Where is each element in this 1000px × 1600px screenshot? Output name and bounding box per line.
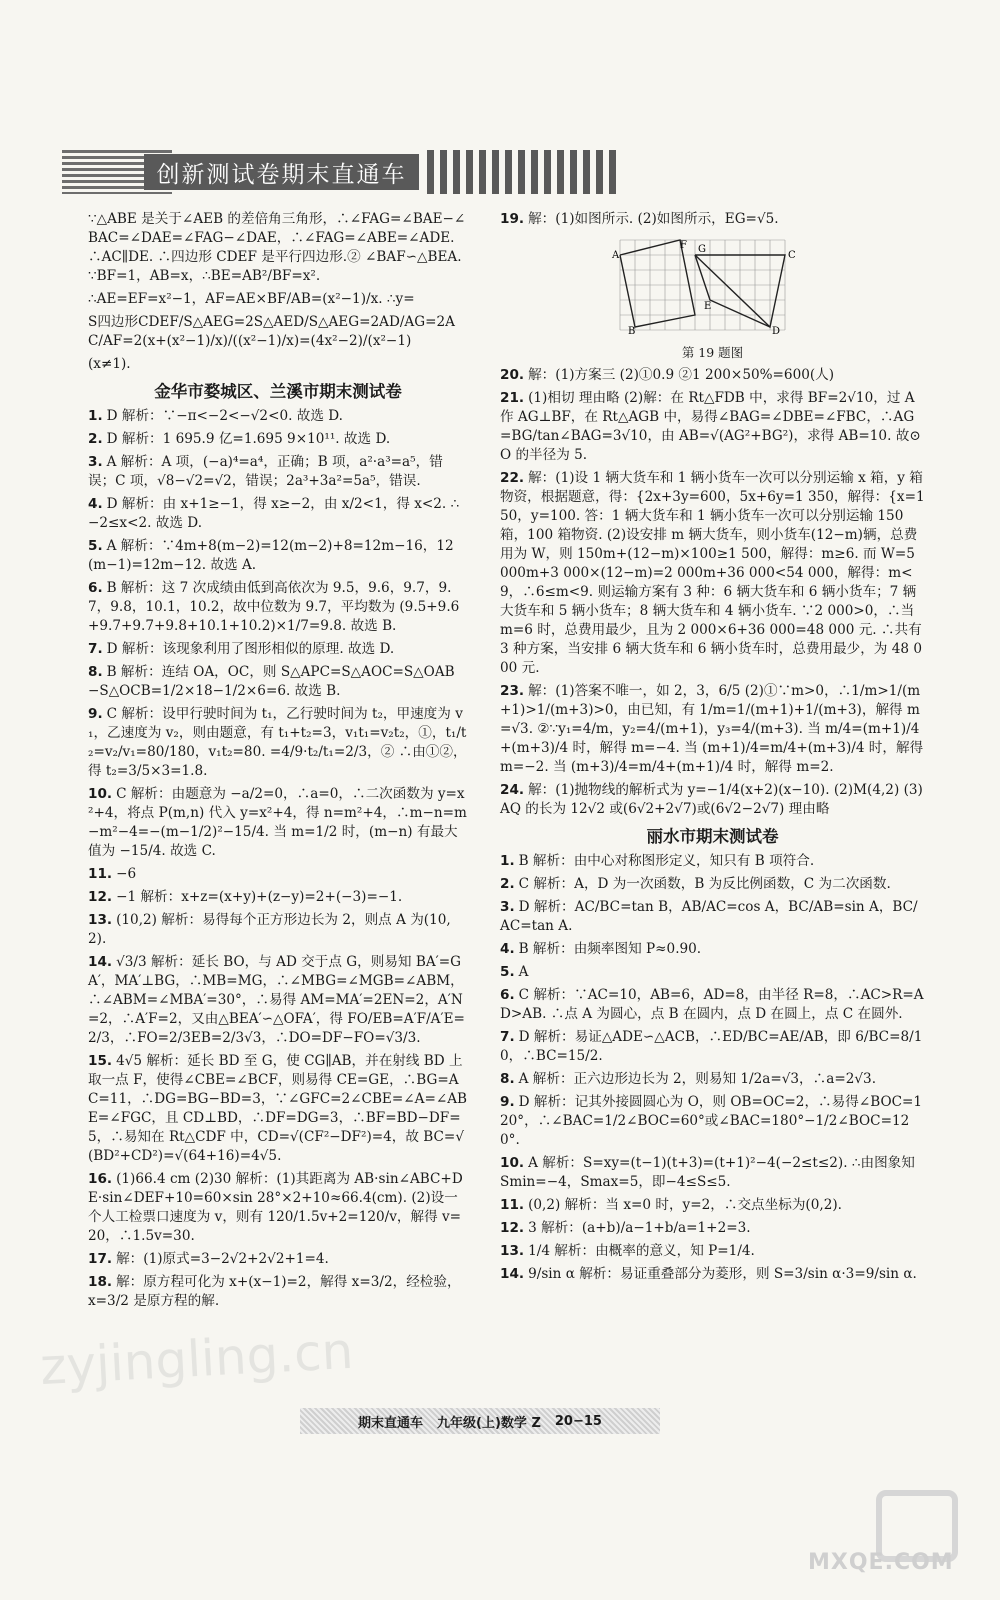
- answer-text: D 解析：易证△ADE∽△ACB，∴ED/BC=AE/AB，即 6/BC=8/10，∴BC=15/2.: [500, 1029, 923, 1064]
- answer-text: C 解析：由题意为 −a/2=0，∴a=0，∴二次函数为 y=x²+4，将点 P(m,n) 代入 y=x²+4，得 n=m²+4，∴m−n=m−m²−4=−(m−1/2)²−15/4. 当 m=1/2 时，(m−n) 有最大值为 −15/4. 故选 C.: [88, 786, 467, 859]
- right-answer-list-top: [500, 210, 925, 229]
- answer-text: 3 解析：(a+b)/a−1+b/a=1+2=3.: [528, 1220, 751, 1236]
- answer-number: 2.: [88, 431, 103, 447]
- intro-line: (x≠1).: [88, 356, 131, 372]
- answer-text: 1/4 解析：由概率的意义，知 P=1/4.: [528, 1243, 755, 1259]
- answer-text: (10,2) 解析：易得每个正方形边长为 2，则点 A 为(10,2).: [88, 912, 451, 947]
- banner-bars: [427, 150, 616, 194]
- header-banner: [62, 150, 512, 194]
- watermark-logo: [808, 1490, 978, 1580]
- answer-item: [88, 537, 468, 575]
- answer-item: [500, 940, 925, 959]
- answer-number: 1.: [88, 408, 103, 424]
- answer-item: [88, 407, 468, 426]
- watermark-logo-text: MXQE.COM: [808, 1550, 954, 1575]
- answer-number: 24.: [500, 782, 525, 798]
- right-answer-list-bottom: [500, 852, 925, 1284]
- answer-number: 10.: [88, 786, 113, 802]
- answer-item: [500, 1093, 925, 1150]
- answer-number: 10.: [500, 1155, 525, 1171]
- answer-text: −6: [116, 866, 137, 882]
- answer-number: 8.: [88, 664, 103, 680]
- answer-number: 21.: [500, 390, 525, 406]
- answer-number: 16.: [88, 1171, 113, 1187]
- answer-item: [88, 430, 468, 449]
- answer-item: [500, 1242, 925, 1261]
- answer-number: 4.: [88, 496, 103, 512]
- answer-item: [500, 682, 925, 777]
- answer-item: [88, 579, 468, 636]
- watermark-text: zyjingling.cn: [38, 1321, 355, 1397]
- fig-label-f: F: [680, 240, 687, 251]
- fig-label-b: B: [628, 326, 636, 335]
- answer-item: [88, 911, 468, 949]
- intro-line: ∴AE=EF=x²−1，AF=AE×BF/AB=(x²−1)/x. ∴y=: [88, 291, 415, 307]
- answer-item: [500, 875, 925, 894]
- answer-number: 23.: [500, 683, 525, 699]
- answer-number: 9.: [500, 1094, 515, 1110]
- page-title: 创新测试卷期末直通车: [144, 154, 419, 190]
- answer-item: [500, 366, 925, 385]
- answer-number: 9.: [88, 706, 103, 722]
- fig-label-e: E: [704, 301, 712, 312]
- answer-number: 12.: [500, 1220, 525, 1236]
- answer-item: [500, 986, 925, 1024]
- page-number: 20−15: [554, 1413, 602, 1429]
- answer-item: [500, 469, 925, 678]
- left-answer-list: [88, 407, 468, 1311]
- answer-text: C 解析：设甲行驶时间为 t₁，乙行驶时间为 t₂，甲速度为 v₁，乙速度为 v₂，则由题意，有 t₁+t₂=3，v₁t₁=v₂t₂，①，t₁/t₂=v₂/v₁=80/180，v₁t₂=80. =4/9·t₂/t₁=2/3，② ∴由①②，得 t₂=3/5×3=1.8.: [88, 706, 467, 779]
- answer-item: [500, 1265, 925, 1284]
- answer-number: 8.: [500, 1071, 515, 1087]
- answer-number: 13.: [500, 1243, 525, 1259]
- right-column: [500, 210, 925, 1288]
- answer-number: 20.: [500, 367, 525, 383]
- answer-number: 7.: [500, 1029, 515, 1045]
- answer-text: 9/sin α 解析：易证重叠部分为菱形，则 S=3/sin α·3=9/sin α.: [528, 1266, 917, 1282]
- answer-number: 6.: [88, 580, 103, 596]
- answer-number: 14.: [88, 954, 113, 970]
- answer-item: [88, 663, 468, 701]
- answer-text: C 解析：∵AC=10，AB=6，AD=8，由半径 R=8，∴AC>R=AD>AB. ∴点 A 为圆心，点 B 在圆内，点 D 在圆上，点 C 在圆外.: [500, 987, 924, 1022]
- answer-text: D 解析：由 x+1≥−1，得 x≥−2，由 x/2<1，得 x<2. ∴−2≤x<2. 故选 D.: [88, 496, 460, 531]
- section-title-jinhua: 金华市婺城区、兰溪市期末测试卷: [154, 382, 402, 401]
- answer-item: [88, 1250, 468, 1269]
- footer-series: 期末直通车: [358, 1415, 424, 1431]
- answer-number: 1.: [500, 853, 515, 869]
- answer-item: [88, 1170, 468, 1246]
- answer-text: D 解析：该现象利用了图形相似的原理. 故选 D.: [106, 641, 395, 657]
- fig-label-g: G: [698, 244, 706, 255]
- answer-text: 解：原方程可化为 x+(x−1)=2，解得 x=3/2，经检验，x=3/2 是原方程的解.: [88, 1274, 461, 1309]
- answer-item: [88, 705, 468, 781]
- answer-number: 3.: [88, 454, 103, 470]
- page-footer: [300, 1408, 660, 1434]
- answer-text: A 解析：∵4m+8(m−2)=12(m−2)+8=12m−16，12(m−1)=12m−12. 故选 A.: [88, 538, 454, 573]
- answer-text: 4√5 解析：延长 BD 至 G，使 CG∥AB，并在射线 BD 上取一点 F，使得∠CBE=∠BCF，则易得 CE=GE，∴BG=AC=11，∴DG=BG−BD=3，∵∠GFC=2∠CBE=∠A=∠ABE=∠FGC，且 CD⊥BD，∴DF=DG=3，∴BF=BD−DF=5，∴易知在 Rt△CDF 中，CD=√(CF²−DF²)=4，故 BC=√(BD²+CD²)=√(64+16)=4√5.: [88, 1053, 468, 1164]
- answer-item: [88, 865, 468, 884]
- answer-item: [500, 1028, 925, 1066]
- answer-number: 6.: [500, 987, 515, 1003]
- grid-figure: [610, 235, 800, 335]
- figure-caption: 第 19 题图: [681, 345, 744, 360]
- right-answer-list-mid: [500, 366, 925, 819]
- answer-text: 解：(1)答案不唯一，如 2，3，6/5 (2)①∵m>0，∴1/m>1/(m+1)>1/(m+3)>0，由已知，有 1/m=1/(m+1)+1/(m+3)，解得 m=√3. ②∵y₁=4/m，y₂=4/(m+1)，y₃=4/(m+3). 当 m/4=(m+1)/4+(m+3)/4 时，解得 m=−4. 当 (m+1)/4=m/4+(m+3)/4 时，解得 m=−2. 当 (m+3)/4=m/4+(m+1)/4 时，解得 m=2.: [500, 683, 924, 775]
- answer-text: A: [518, 964, 529, 980]
- section-title-lishui: 丽水市期末测试卷: [646, 827, 779, 846]
- answer-text: D 解析：记其外接圆圆心为 O，则 OB=OC=2，∴易得∠BOC=120°，∴∠BAC=1/2∠BOC=60°或∠BAC=180°−1/2∠BOC=120°.: [500, 1094, 923, 1148]
- answer-text: B 解析：由中心对称图形定义，知只有 B 项符合.: [518, 853, 815, 869]
- answer-text: C 解析：A，D 为一次函数，B 为反比例函数，C 为二次函数.: [518, 876, 891, 892]
- answer-item: [500, 852, 925, 871]
- answer-item: [88, 1052, 468, 1166]
- left-column: [88, 210, 468, 1315]
- answer-item: [88, 888, 468, 907]
- fig-label-c: C: [788, 250, 796, 261]
- answer-item: [500, 389, 925, 465]
- answer-number: 7.: [88, 641, 103, 657]
- answer-item: [500, 210, 925, 229]
- answer-text: √3/3 解析：延长 BO，与 AD 交于点 G，则易知 BA′=GA′，MA′⊥BG，∴MB=MG，∴∠MBG=∠MGB=∠ABM，∴∠ABM=∠MBA′=30°，∴易得 AM=MA′=2EN=2，A′N=2，∴A′F=2，又由△BEA′∽△OFA′，得 FO/EB=A′F/A′E=2/3，∴FO=2/3EB=2/3√3，∴DO=DF−FO=√3/3.: [88, 954, 465, 1046]
- answer-number: 17.: [88, 1251, 113, 1267]
- answer-text: 解：(1)抛物线的解析式为 y=−1/4(x+2)(x−10). (2)M(4,2) (3)AQ 的长为 12√2 或(6√2+2√7)或(6√2−2√7) 理由略: [500, 782, 923, 817]
- answer-item: [88, 495, 468, 533]
- answer-text: (0,2) 解析：当 x=0 时，y=2，∴交点坐标为(0,2).: [528, 1197, 842, 1213]
- answer-item: [500, 1154, 925, 1192]
- answer-number: 14.: [500, 1266, 525, 1282]
- answer-text: D 解析：1 695.9 亿=1.695 9×10¹¹. 故选 D.: [106, 431, 391, 447]
- answer-number: 19.: [500, 211, 525, 227]
- answer-item: [500, 1219, 925, 1238]
- answer-text: −1 解析：x+z=(x+y)+(z−y)=2+(−3)=−1.: [116, 889, 403, 905]
- answer-number: 5.: [500, 964, 515, 980]
- answer-number: 2.: [500, 876, 515, 892]
- answer-item: [500, 1196, 925, 1215]
- intro-line: ∵△ABE 是关于∠AEB 的差倍角三角形，∴∠FAG=∠BAE−∠BAC=∠DAE=∠FAG−∠DAE，∴∠FAG=∠ABE=∠ADE. ∴AC∥DE. ∴四边形 CDEF 是平行四边形.② ∠BAF∽△BEA. ∵BF=1，AB=x，∴BE=AB²/BF=x².: [88, 211, 466, 284]
- answer-item: [88, 1273, 468, 1311]
- answer-text: 解：(1)方案三 (2)①0.9 ②1 200×50%=600(人): [528, 367, 835, 383]
- intro-line: S四边形CDEF/S△AEG=2S△AED/S△AEG=2AD/AG=2AC/AF=2(x+(x²−1)/x)/((x²−1)/x)=(4x²−2)/(x²−1): [88, 314, 455, 349]
- answer-number: 11.: [88, 866, 113, 882]
- answer-text: 解：(1)设 1 辆大货车和 1 辆小货车一次可以分别运输 x 箱，y 箱物资，根据题意，得：{2x+3y=600，5x+6y=1 350，解得：{x=150，y=100. 答：1 辆大货车和 1 辆小货车一次可以分别运输 150 箱，100 箱物资. (2)设安排 m 辆大货车，则小货车(12−m)辆，总费用为 W，则 150m+(12−m)×100≥1 500，解得：m≥6. 而 W=5 000m+3 000×(12−m)=2 000m+36 000<54 000，解得：m<9，∴6≤m<9. 则运输方案有 3 种：6 辆大货车和 6 辆小货车；7 辆大货车和 5 辆小货车；8 辆大货车和 4 辆小货车. ∵2 000>0，∴当 m=6 时，总费用最少，且为 2 000×6+36 000=48 000 元. ∴共有 3 种方案，当安排 6 辆大货车和 6 辆小货车时，总费用最少，为 48 000 元.: [500, 470, 925, 676]
- answer-text: 解：(1)如图所示. (2)如图所示，EG=√5.: [528, 211, 779, 227]
- answer-text: 解：(1)原式=3−2√2+2√2+1=4.: [116, 1251, 329, 1267]
- answer-number: 5.: [88, 538, 103, 554]
- answer-number: 22.: [500, 470, 525, 486]
- answer-text: (1)66.4 cm (2)30 解析：(1)其距离为 AB·sin∠ABC+DE·sin∠DEF+10=60×sin 28°×2+10≈66.4(cm). (2)设一个人工检票口速度为 v，则有 120/1.5v+2=120/v，解得 v=20，∴1.5v=30.: [88, 1171, 463, 1244]
- answer-item: [88, 953, 468, 1048]
- answer-number: 12.: [88, 889, 113, 905]
- answer-text: (1)相切 理由略 (2)解：在 Rt△FDB 中，求得 BF=2√10，过 A 作 AG⊥BF，在 Rt△AGB 中，易得∠BAG=∠DBE=∠FBC，∴AG=BG/tan∠BAG=3√10，由 AB=√(AG²+BG²)，求得 AB=10. 故⊙O 的半径为 5.: [500, 390, 921, 463]
- answer-text: B 解析：由频率图知 P≈0.90.: [518, 941, 702, 957]
- answer-text: A 解析：正六边形边长为 2，则易知 1/2a=√3，∴a=2√3.: [518, 1071, 877, 1087]
- answer-number: 3.: [500, 899, 515, 915]
- answer-text: D 解析：AC/BC=tan B，AB/AC=cos A，BC/AB=sin A，BC/AC=tan A.: [500, 899, 918, 934]
- answer-number: 4.: [500, 941, 515, 957]
- answer-item: [500, 963, 925, 982]
- fig-label-d: D: [772, 326, 781, 335]
- answer-item: [88, 785, 468, 861]
- fig-label-a: A: [612, 250, 620, 261]
- answer-item: [500, 898, 925, 936]
- answer-item: [88, 453, 468, 491]
- answer-number: 15.: [88, 1053, 113, 1069]
- answer-number: 18.: [88, 1274, 113, 1290]
- answer-text: D 解析：∵−π<−2<−√2<0. 故选 D.: [106, 408, 343, 424]
- answer-item: [500, 781, 925, 819]
- answer-text: B 解析：连结 OA，OC，则 S△APC=S△AOC=S△OAB−S△OCB=1/2×18−1/2×6=6. 故选 B.: [88, 664, 455, 699]
- answer-text: B 解析：这 7 次成绩由低到高依次为 9.5，9.6，9.7，9.7，9.8，10.1，10.2，故中位数为 9.7，平均数为 (9.5+9.6+9.7+9.7+9.8+10.1+10.2)×1/7=9.8. 故选 B.: [88, 580, 460, 634]
- answer-number: 13.: [88, 912, 113, 928]
- answer-number: 11.: [500, 1197, 525, 1213]
- answer-item: [88, 640, 468, 659]
- footer-grade: 九年级(上)数学 Z: [437, 1415, 541, 1431]
- answer-text: A 解析：A 项，(−a)⁴=a⁴，正确；B 项，a²·a³=a⁵，错误；C 项，√8−√2=√2，错误；2a³+3a²=5a⁵，错误.: [88, 454, 443, 489]
- answer-text: A 解析：S=xy=(t−1)(t+3)=(t+1)²−4(−2≤t≤2). ∴由图象知 Smin=−4，Smax=5，即−4≤S≤5.: [500, 1155, 915, 1190]
- answer-item: [500, 1070, 925, 1089]
